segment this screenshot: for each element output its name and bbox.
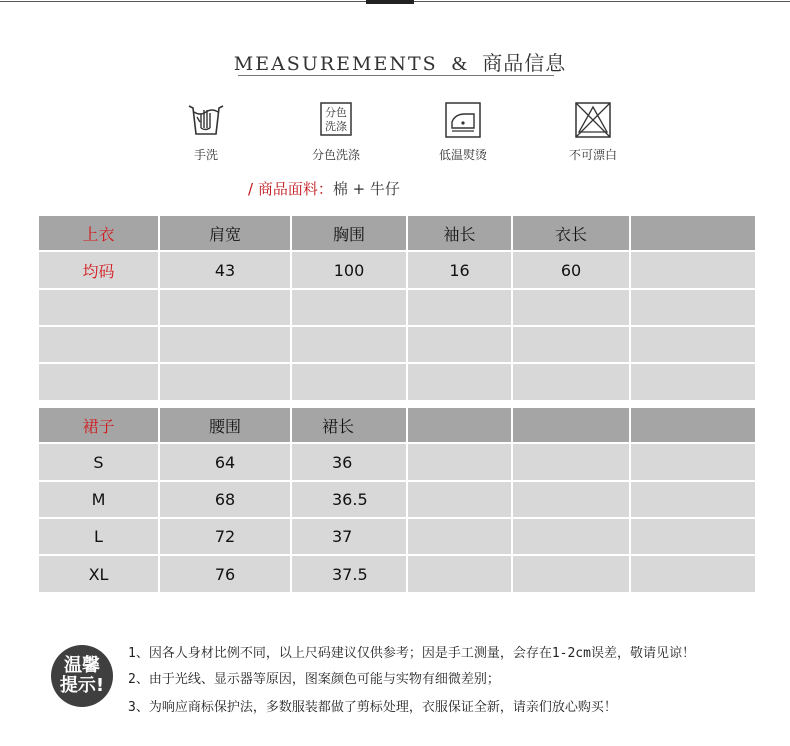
care-no-bleach — [553, 100, 633, 163]
table-cell: S — [38, 443, 159, 481]
table-cell: 裙子 — [38, 407, 159, 443]
table-row — [38, 289, 756, 326]
table-cell — [630, 326, 756, 363]
table-cell — [512, 363, 630, 401]
table-cell — [159, 326, 291, 363]
table-cell: 均码 — [38, 251, 159, 289]
table-cell — [407, 326, 512, 363]
table-cell: 64 — [159, 443, 291, 481]
care-label: 手洗 — [193, 148, 218, 162]
table-cell — [38, 363, 159, 401]
table-cell — [407, 518, 512, 555]
table-cell — [512, 407, 630, 443]
tip-line-3: 3、为响应商标保护法，多数服装都做了剪标处理，衣服保证全新，请亲们放心购买！ — [128, 700, 617, 715]
table-header-row — [38, 407, 756, 443]
table-cell — [159, 289, 291, 326]
low-temp-iron-icon — [443, 100, 483, 140]
table-cell: 袖长 — [407, 215, 512, 251]
table-cell: 16 — [407, 251, 512, 289]
table-cell: L — [38, 518, 159, 555]
title-underline — [238, 75, 554, 76]
care-label: 分色洗涤 — [311, 148, 360, 162]
table-cell — [159, 363, 291, 401]
table-cell: 68 — [159, 481, 291, 518]
table-cell — [512, 481, 630, 518]
fabric-label: / 商品面料： — [248, 180, 333, 198]
table-cell — [630, 443, 756, 481]
table-cell — [407, 363, 512, 401]
care-label: 不可漂白 — [568, 148, 617, 162]
table-cell — [512, 443, 630, 481]
table-cell — [407, 481, 512, 518]
table-row — [38, 518, 756, 555]
table-cell — [291, 363, 407, 401]
table-cell: 36 — [291, 443, 407, 481]
table-cell: M — [38, 481, 159, 518]
badge-line-1: 温馨 — [64, 655, 100, 676]
table-cell: 裙长 — [291, 407, 407, 443]
care-separate-wash — [296, 100, 376, 163]
table-cell: 36.5 — [291, 481, 407, 518]
table-cell: 100 — [291, 251, 407, 289]
table-cell: 胸围 — [291, 215, 407, 251]
table-row — [38, 363, 756, 401]
table-cell — [407, 555, 512, 593]
table-cell — [630, 215, 756, 251]
tip-line-1: 1、因各人身材比例不同，以上尺码建议仅供参考；因是手工测量，会存在1-2cm误差，敬请见谅！ — [128, 646, 695, 661]
skirt-size-table — [37, 406, 757, 594]
table-cell: 腰围 — [159, 407, 291, 443]
table-cell — [630, 481, 756, 518]
table-header-row — [38, 215, 756, 251]
table-cell — [407, 289, 512, 326]
top-size-table — [37, 214, 757, 402]
table-cell: 上衣 — [38, 215, 159, 251]
care-label: 低温熨烫 — [438, 148, 487, 162]
top-tab-marker — [366, 0, 414, 4]
table-cell: 肩宽 — [159, 215, 291, 251]
table-cell — [512, 555, 630, 593]
table-cell — [512, 289, 630, 326]
table-cell — [630, 555, 756, 593]
table-cell — [291, 289, 407, 326]
fabric-info — [248, 178, 400, 199]
table-cell: XL — [38, 555, 159, 593]
table-cell — [407, 407, 512, 443]
table-row — [38, 443, 756, 481]
table-cell: 37.5 — [291, 555, 407, 593]
table-cell — [512, 518, 630, 555]
tips-badge — [51, 645, 113, 707]
table-cell — [38, 326, 159, 363]
svg-text:分色: 分色 — [325, 106, 347, 119]
care-hand-wash — [166, 100, 246, 163]
table-cell — [38, 289, 159, 326]
fabric-value: 棉 + 牛仔 — [332, 180, 400, 198]
table-cell — [630, 407, 756, 443]
care-low-temp-iron — [423, 100, 503, 163]
table-cell: 衣长 — [512, 215, 630, 251]
table-row — [38, 555, 756, 593]
table-cell — [630, 251, 756, 289]
title-cn: 商品信息 — [482, 51, 567, 75]
table-cell: 37 — [291, 518, 407, 555]
page-title — [0, 47, 790, 76]
table-row — [38, 326, 756, 363]
table-cell — [630, 518, 756, 555]
title-en: MEASUREMENTS — [233, 53, 438, 75]
table-cell: 43 — [159, 251, 291, 289]
table-cell — [630, 289, 756, 326]
svg-text:洗涤: 洗涤 — [325, 120, 347, 133]
badge-line-2: 提示! — [59, 675, 105, 696]
table-cell — [291, 326, 407, 363]
table-row — [38, 251, 756, 289]
table-cell: 72 — [159, 518, 291, 555]
hand-wash-icon — [186, 100, 226, 140]
no-bleach-icon — [573, 100, 613, 140]
table-cell — [630, 363, 756, 401]
table-cell: 60 — [512, 251, 630, 289]
table-cell: 76 — [159, 555, 291, 593]
table-row — [38, 481, 756, 518]
title-amp: & — [451, 53, 469, 75]
tip-line-2: 2、由于光线、显示器等原因，图案颜色可能与实物有细微差别； — [128, 672, 500, 687]
table-cell — [512, 326, 630, 363]
table-cell — [407, 443, 512, 481]
separate-wash-icon — [316, 100, 356, 140]
